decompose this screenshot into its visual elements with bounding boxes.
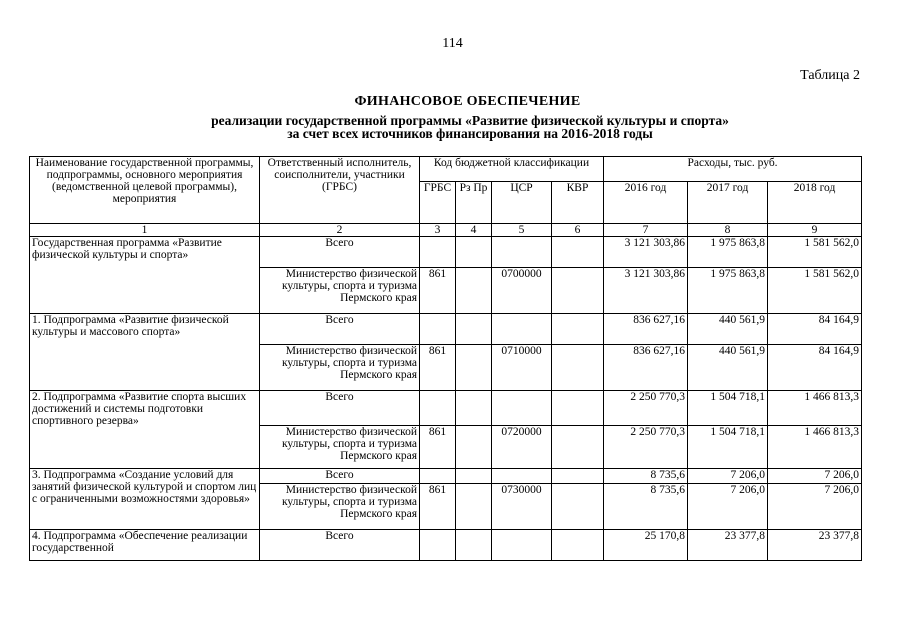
page-number: 114 bbox=[442, 36, 463, 51]
table-row bbox=[30, 391, 862, 426]
column-number: 3 bbox=[420, 224, 456, 237]
header-executor: Ответственный исполнитель, соисполнители, участники (ГРБС) bbox=[260, 157, 420, 224]
column-number: 8 bbox=[688, 224, 768, 237]
value-2017: 1 975 863,8 bbox=[688, 268, 768, 314]
table-label: Таблица 2 bbox=[800, 68, 860, 83]
header-2017: 2017 год bbox=[688, 182, 768, 224]
value-2018: 7 206,0 bbox=[768, 469, 862, 484]
table-row bbox=[30, 530, 862, 561]
program-name: 4. Подпрограмма «Обеспечение реализации государственной bbox=[30, 530, 260, 561]
grbs-code: 861 bbox=[420, 426, 456, 469]
value-2016: 2 250 770,3 bbox=[604, 391, 688, 426]
value-2017: 7 206,0 bbox=[688, 484, 768, 530]
header-2016: 2016 год bbox=[604, 182, 688, 224]
header-row-1 bbox=[30, 157, 862, 182]
csr-code: 0720000 bbox=[492, 426, 552, 469]
value-2018: 7 206,0 bbox=[768, 484, 862, 530]
grbs-code: 861 bbox=[420, 268, 456, 314]
header-csr: ЦСР bbox=[492, 182, 552, 224]
column-number: 7 bbox=[604, 224, 688, 237]
csr-code: 0700000 bbox=[492, 268, 552, 314]
program-name: 3. Подпрограмма «Создание условий для занятий физической культурой и спортом лиц с ограниченными возможностями здоровья» bbox=[30, 469, 260, 530]
grbs-code: 861 bbox=[420, 484, 456, 530]
csr-code: 0710000 bbox=[492, 345, 552, 391]
subtitle-line-2: за счет всех источников финансирования на 2016-2018 годы bbox=[287, 126, 653, 141]
column-number: 4 bbox=[456, 224, 492, 237]
column-number: 2 bbox=[260, 224, 420, 237]
value-2017: 1 504 718,1 bbox=[688, 426, 768, 469]
value-2018: 84 164,9 bbox=[768, 314, 862, 345]
value-2017: 1 504 718,1 bbox=[688, 391, 768, 426]
value-2016: 8 735,6 bbox=[604, 484, 688, 530]
table-row bbox=[30, 314, 862, 345]
column-number: 5 bbox=[492, 224, 552, 237]
document-subtitle bbox=[0, 114, 905, 140]
column-number: 1 bbox=[30, 224, 260, 237]
executor-ministry: Министерство физической культуры, спорта и туризма Пермского края bbox=[260, 268, 420, 314]
value-2017: 440 561,9 bbox=[688, 345, 768, 391]
program-name: 1. Подпрограмма «Развитие физической культуры и массового спорта» bbox=[30, 314, 260, 391]
executor-ministry: Министерство физической культуры, спорта и туризма Пермского края bbox=[260, 426, 420, 469]
executor-total: Всего bbox=[260, 469, 420, 484]
header-name: Наименование государственной программы, подпрограммы, основного мероприятия (ведомственной целевой программы), мероприятия bbox=[30, 157, 260, 224]
header-kvr: КВР bbox=[552, 182, 604, 224]
value-2016: 25 170,8 bbox=[604, 530, 688, 561]
document-title: ФИНАНСОВОЕ ОБЕСПЕЧЕНИЕ bbox=[354, 94, 581, 109]
header-budget-code: Код бюджетной классификации bbox=[420, 157, 604, 182]
column-number: 6 bbox=[552, 224, 604, 237]
executor-total: Всего bbox=[260, 237, 420, 268]
value-2016: 2 250 770,3 bbox=[604, 426, 688, 469]
value-2018: 1 466 813,3 bbox=[768, 391, 862, 426]
value-2016: 836 627,16 bbox=[604, 345, 688, 391]
header-2018: 2018 год bbox=[768, 182, 862, 224]
program-name: Государственная программа «Развитие физической культуры и спорта» bbox=[30, 237, 260, 314]
executor-total: Всего bbox=[260, 530, 420, 561]
csr-code: 0730000 bbox=[492, 484, 552, 530]
column-number-row bbox=[30, 224, 862, 237]
value-2017: 440 561,9 bbox=[688, 314, 768, 345]
value-2018: 1 466 813,3 bbox=[768, 426, 862, 469]
value-2016: 836 627,16 bbox=[604, 314, 688, 345]
value-2018: 23 377,8 bbox=[768, 530, 862, 561]
grbs-code: 861 bbox=[420, 345, 456, 391]
column-number: 9 bbox=[768, 224, 862, 237]
value-2017: 7 206,0 bbox=[688, 469, 768, 484]
executor-ministry: Министерство физической культуры, спорта и туризма Пермского края bbox=[260, 484, 420, 530]
value-2017: 1 975 863,8 bbox=[688, 237, 768, 268]
subtitle-line-1: реализации государственной программы «Развитие физической культуры и спорта» bbox=[211, 113, 729, 128]
header-expenses: Расходы, тыс. руб. bbox=[604, 157, 862, 182]
value-2016: 3 121 303,86 bbox=[604, 268, 688, 314]
header-rzpr: Рз Пр bbox=[456, 182, 492, 224]
header-grbs: ГРБС bbox=[420, 182, 456, 224]
executor-ministry: Министерство физической культуры, спорта и туризма Пермского края bbox=[260, 345, 420, 391]
value-2017: 23 377,8 bbox=[688, 530, 768, 561]
value-2016: 3 121 303,86 bbox=[604, 237, 688, 268]
program-name: 2. Подпрограмма «Развитие спорта высших достижений и системы подготовки спортивного резерва» bbox=[30, 391, 260, 469]
financing-table bbox=[29, 156, 862, 561]
value-2016: 8 735,6 bbox=[604, 469, 688, 484]
value-2018: 1 581 562,0 bbox=[768, 268, 862, 314]
table-row bbox=[30, 469, 862, 484]
executor-total: Всего bbox=[260, 391, 420, 426]
table-row bbox=[30, 237, 862, 268]
executor-total: Всего bbox=[260, 314, 420, 345]
value-2018: 1 581 562,0 bbox=[768, 237, 862, 268]
value-2018: 84 164,9 bbox=[768, 345, 862, 391]
